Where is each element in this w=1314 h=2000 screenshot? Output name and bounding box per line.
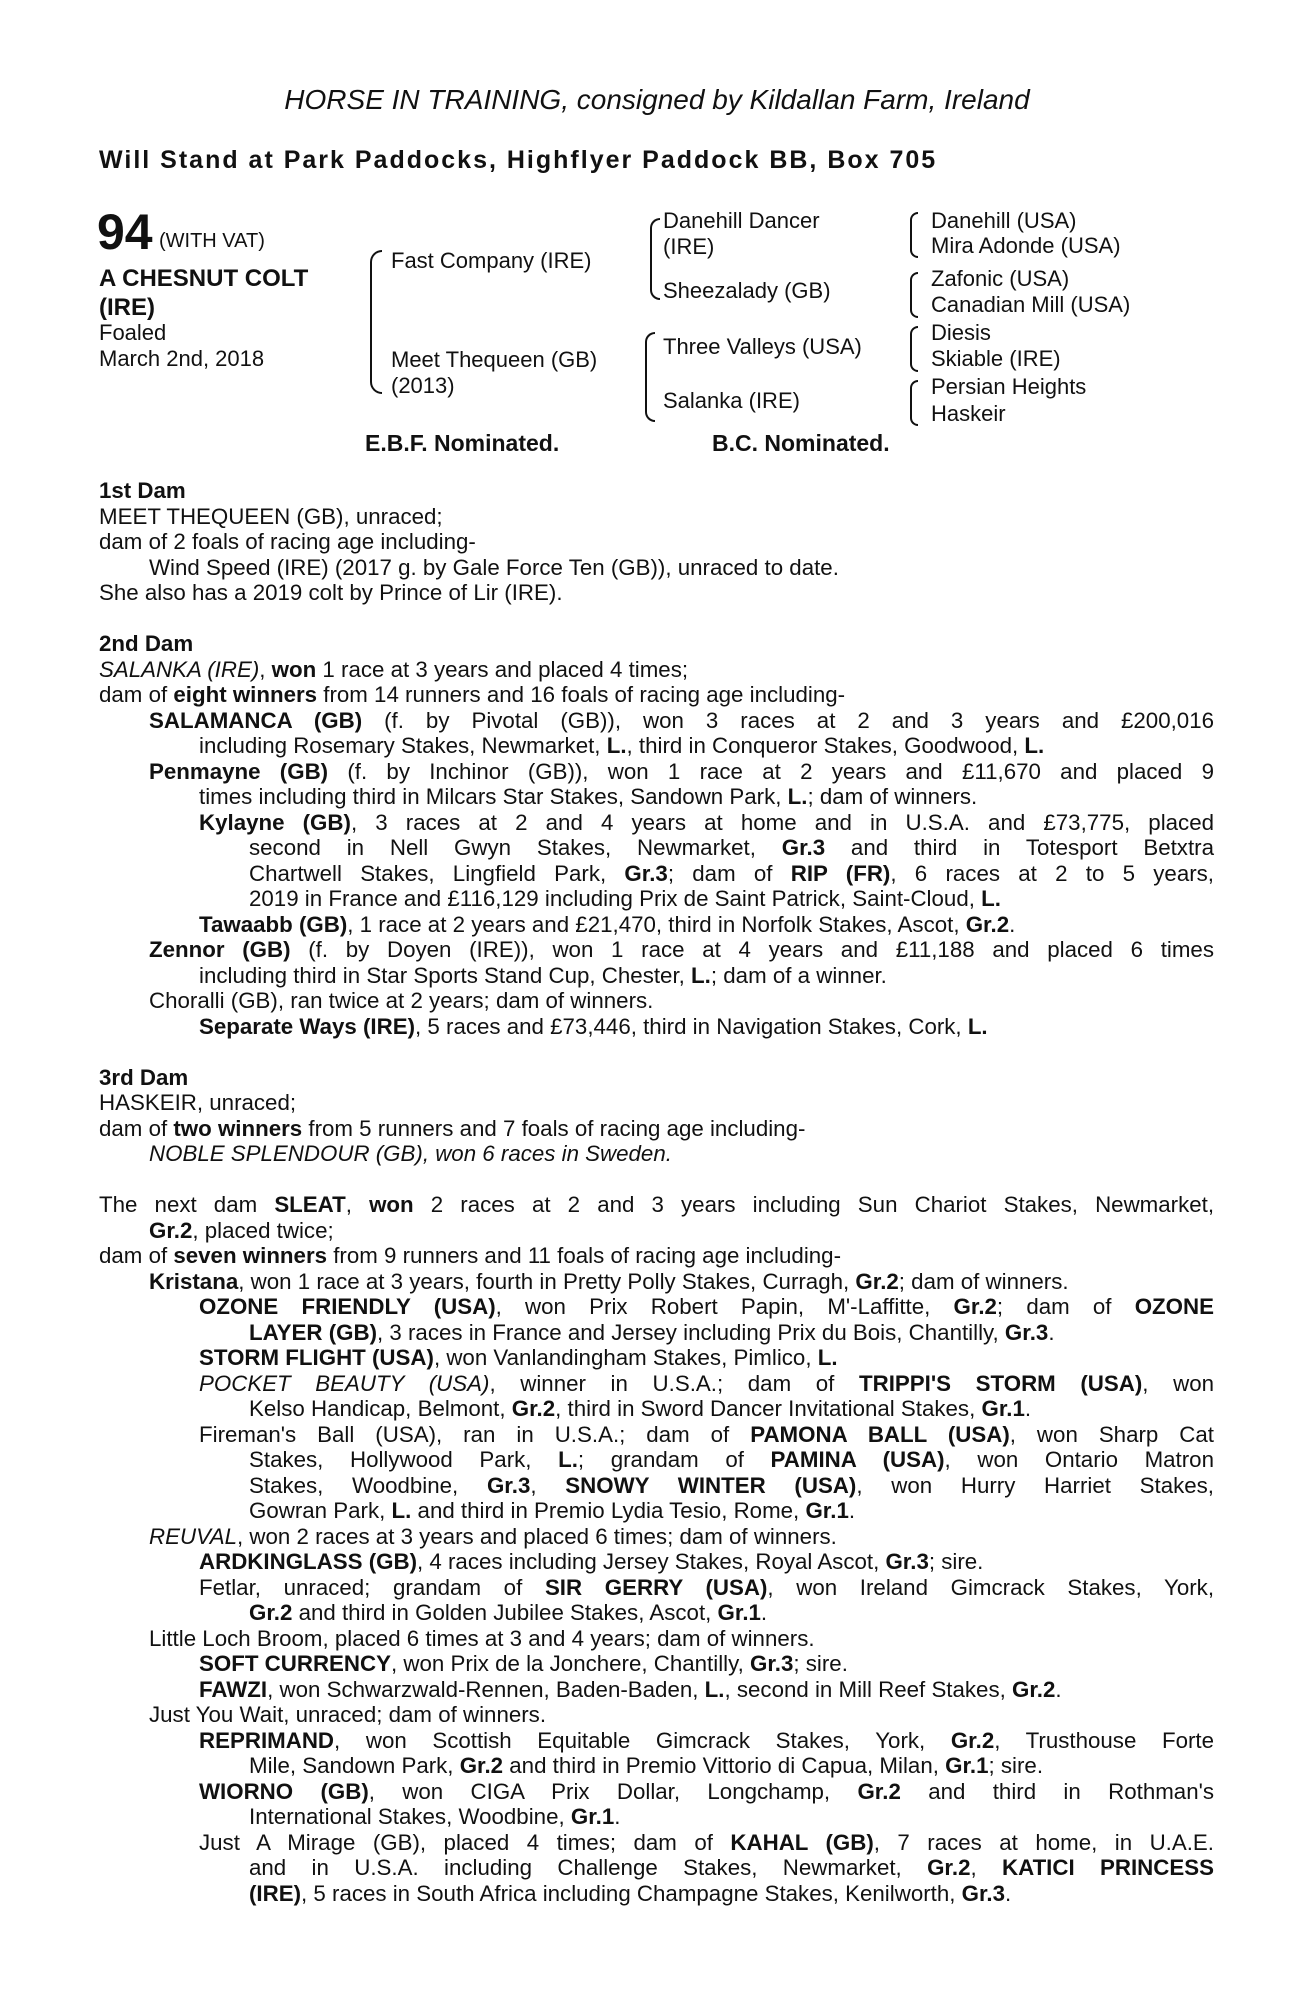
horse-name: REPRIMAND [199,1727,335,1753]
text-run: International Stakes, Woodbine, [249,1804,571,1829]
text-run: , 3 races at 2 and 4 years at home and in U.S.A. and £73,775, placed [350,809,1214,835]
text-run: . [760,1600,768,1625]
first-dam-heading: 1st Dam [99,478,186,503]
text-run: 1 race at 3 years and placed 4 times; [316,656,689,682]
horse-name: SOFT CURRENCY [199,1651,392,1676]
produce-entry: Choralli (GB), ran twice at 2 years; dam of winners. [149,988,654,1013]
text-run: , won Scottish Equitable Gimcrack Stakes, York, [334,1727,951,1753]
third-dam-heading: 3rd Dam [99,1064,189,1090]
pedigree-brace [650,218,660,300]
pedigree-ancestor: Persian Heights [931,374,1087,399]
text-run: L. [1024,733,1045,758]
produce-entry-cont [99,1600,1214,1626]
text-run: . [1055,1676,1062,1702]
produce-entry [99,1014,1214,1040]
text-run: Stakes, Woodbine, [249,1472,487,1498]
text-run: , 5 races in South Africa including Champagne Stakes, Kenilworth, [301,1880,962,1906]
produce-entry [99,708,1214,734]
text-run: from 14 runners and 16 foals of racing age including- [317,682,846,707]
text-run: Chartwell Stakes, Lingfield Park, [249,860,625,886]
text-run: RIP (FR) [790,860,891,886]
text-run: , Trusthouse Forte [994,1727,1214,1753]
produce-entry: Little Loch Broom, placed 6 times at 3 and 4 years; dam of winners. [149,1625,815,1651]
pedigree-sire: Fast Company (IRE) [391,248,592,273]
horse-name: SALAMANCA (GB) [149,707,363,733]
horse-name: Separate Ways (IRE) [199,1013,416,1039]
text-run: (f. by Inchinor (GB)), won 1 race at 2 years and £11,670 and placed 9 [328,758,1214,784]
text-run: Gr.2 [511,1396,556,1421]
text-run: , second in Mill Reef Stakes, [724,1676,1012,1702]
text-run: Gr.3 [486,1472,531,1498]
text-run: (IRE) [249,1880,302,1906]
text-run: Gr.1 [717,1600,761,1625]
text-run: ; dam of winners. [807,784,978,809]
pedigree-ancestor: Zafonic (USA) [931,266,1070,291]
text-run: L. [606,733,627,758]
text-run: PAMINA (USA) [770,1447,945,1472]
produce-entry [99,912,1214,938]
pedigree-dam-year: (2013) [391,373,455,398]
text-run: , 4 races including Jersey Stakes, Royal Ascot, [417,1549,886,1574]
pedigree-dam [391,347,597,399]
text-line [99,657,1214,683]
text-run: Gr.2 [149,1217,193,1243]
text-run: , won Sharp Cat [1009,1421,1214,1447]
text-run: , won Schwarzwald-Rennen, Baden-Baden, [267,1676,705,1702]
text-run: (f. by Doyen (IRE)), won 1 race at 4 years and £11,188 and placed 6 times [290,937,1214,962]
text-run: . [1005,1880,1012,1906]
text-run: Mile, Sandown Park, [249,1753,460,1778]
text-run: , won [1142,1370,1215,1396]
produce-entry [99,1269,1214,1295]
produce-entry [99,810,1214,836]
text-line [99,1116,1214,1142]
text-run: seven winners [173,1243,328,1268]
text-run: L. [981,886,1001,911]
produce-entry [99,1371,1214,1397]
produce-entry-cont [99,1881,1214,1907]
text-run: Gr.3 [961,1880,1006,1906]
text-run: SIR GERRY (USA) [544,1574,768,1600]
text-run: Gr.2 [1012,1676,1056,1702]
horse-name: OZONE FRIENDLY (USA) [199,1294,496,1319]
produce-entry-cont [99,1498,1214,1524]
text-run: . [614,1804,621,1829]
text-run: Gr.1 [805,1498,849,1523]
text-run: Fireman's Ball (USA), ran in U.S.A.; dam of [199,1421,751,1447]
text-line [99,1243,1214,1269]
horse-name: POCKET BEAUTY (USA) [199,1370,490,1396]
text-run: KATICI PRINCESS [1002,1855,1215,1880]
horse-name: FAWZI [199,1676,268,1702]
text-run: , won 1 race at 3 years, fourth in Pretty Polly Stakes, Curragh, [238,1268,856,1294]
horse-name: Kylayne (GB) [199,809,351,835]
foaled-date: March 2nd, 2018 [99,346,265,371]
text-run: Gr.2 [855,1268,899,1294]
text-run: Stakes, Hollywood Park, [249,1447,559,1472]
pedigree-dam-dam: Salanka (IRE) [663,388,800,413]
produce-entry [99,1422,1214,1448]
horse-name: WIORNO (GB) [199,1778,369,1804]
text-run: ; dam of winners. [898,1268,1069,1294]
pedigree-dam-sire: Three Valleys (USA) [663,334,862,359]
text-run: 2 races at 2 and 3 years including Sun Chariot Stakes, Newmarket, [413,1192,1215,1217]
produce-entry-cont [99,1473,1214,1499]
text-line [99,1218,1214,1244]
produce-entry-cont [99,1447,1214,1473]
text-run: , 5 races and £73,446, third in Navigation Stakes, Cork, [415,1013,968,1039]
text-run: . [1024,1396,1032,1421]
text-line: dam of 2 foals of racing age including- [99,529,476,554]
spacer [99,1039,1214,1065]
produce-entry-cont [99,963,1214,989]
horse-name: Kristana [149,1268,239,1294]
text-line: HASKEIR, unraced; [99,1090,297,1115]
text-run: Kelso Handicap, Belmont, [249,1396,512,1421]
text-run: OZONE [1134,1294,1214,1319]
lot-description-line: A CHESNUT COLT [99,265,309,292]
pedigree-sire-dam: Sheezalady (GB) [663,278,831,303]
pedigree-brace [645,332,655,422]
text-run: L. [787,784,808,809]
text-run: dam of [99,682,174,707]
text-run: ; sire. [928,1549,984,1574]
produce-entry [99,1677,1214,1703]
text-run: and third in Premio Lydia Tesio, Rome, [411,1498,806,1523]
text-run: Gr.1 [570,1804,615,1829]
text-run: , 7 races at home, in U.A.E. [873,1829,1214,1855]
text-run: , winner in U.S.A.; dam of [489,1370,859,1396]
ebf-nominated: E.B.F. Nominated. [365,430,560,456]
text-run: won [271,656,317,682]
produce-entry [99,1830,1214,1856]
text-run: won [369,1192,414,1217]
text-run: . [1009,911,1016,937]
text-run: Gowran Park, [249,1498,392,1523]
pedigree-ancestor: Skiable (IRE) [931,346,1061,371]
text-run: from 9 runners and 11 foals of racing age including- [327,1243,841,1268]
catalogue-body [99,478,1214,1906]
text-run: , third in Conqueror Stakes, Goodwood, [626,733,1025,758]
page-title: HORSE IN TRAINING, consigned by Kildallan Farm, Ireland [284,84,1030,115]
text-run: , 1 race at 2 years and £21,470, third in Norfolk Stakes, Ascot, [347,911,966,937]
text-run: dam of [99,1115,174,1141]
text-run: dam of [99,1243,174,1268]
text-run: , [345,1192,370,1217]
produce-entry-cont [99,784,1214,810]
horse-name: Zennor (GB) [149,937,291,962]
horse-name: Tawaabb (GB) [199,911,348,937]
text-run: ; sire. [793,1651,848,1676]
text-run: , [970,1855,1003,1880]
text-run: KAHAL (GB) [730,1829,874,1855]
produce-entry [99,1294,1214,1320]
horse-name: Penmayne (GB) [149,758,329,784]
text-run: Gr.2 [249,1600,293,1625]
bc-nominated: B.C. Nominated. [712,430,890,456]
produce-entry-cont [99,835,1214,861]
text-run: , won 2 races at 3 years and placed 6 times; dam of winners. [237,1523,837,1549]
text-run: , [259,656,272,682]
produce-entry-cont [99,733,1214,759]
text-run: L. [391,1498,412,1523]
text-run: ; sire. [988,1753,1044,1778]
text-run: Gr.2 [965,911,1010,937]
horse-name: STORM FLIGHT (USA) [199,1345,434,1370]
produce-entry [99,1345,1214,1371]
dam-name: SALANKA (IRE) [99,656,260,682]
text-line: MEET THEQUEEN (GB), unraced; [99,503,443,529]
text-run: ; dam of [996,1294,1135,1319]
text-line [99,1192,1214,1218]
text-run: Just A Mirage (GB), placed 4 times; dam of [199,1829,731,1855]
text-line: She also has a 2019 colt by Prince of Lir (IRE). [99,580,563,605]
text-run: ; dam of [667,860,791,886]
pedigree-brace [910,380,918,426]
pedigree-ancestor: Danehill (USA) [931,208,1077,233]
produce-entry [99,1779,1214,1805]
produce-entry [99,1575,1214,1601]
text-run: , won Ireland Gimcrack Stakes, York, [767,1574,1215,1600]
text-run: , won Ontario Matron [944,1447,1214,1472]
pedigree-ancestor: Canadian Mill (USA) [931,292,1131,317]
text-run: , won Vanlandingham Stakes, Pimlico, [433,1345,818,1370]
pedigree-brace [910,326,918,372]
produce-entry-cont [99,861,1214,887]
text-run: Gr.3 [750,1651,794,1676]
text-run: eight winners [173,682,318,707]
text-run: Gr.3 [885,1549,929,1574]
pedigree-dam-name: Meet Thequeen (GB) [391,347,598,372]
text-run: including third in Star Sports Stand Cup, Chester, [199,962,692,988]
lot-description-line: (IRE) [99,294,155,321]
text-run: L. [704,1676,725,1702]
text-run: Gr.1 [981,1396,1025,1421]
text-run: . [1048,1319,1055,1345]
text-run: Gr.3 [781,835,826,860]
text-run: , won 6 races in Sweden. [422,1141,672,1166]
lot-number: 94 [97,204,153,260]
text-run: Gr.2 [927,1855,971,1880]
produce-entry [99,1141,1214,1167]
text-run: Gr.2 [857,1778,901,1804]
text-run: PAMONA BALL (USA) [750,1421,1010,1447]
text-run: from 5 runners and 7 foals of racing age including- [302,1115,806,1141]
text-run: LAYER (GB) [249,1319,378,1345]
produce-entry [99,1549,1214,1575]
text-run: and third in Premio Vittorio di Capua, Milan, [503,1753,946,1778]
produce-entry: Just You Wait, unraced; dam of winners. [149,1702,547,1727]
pedigree-brace [910,212,918,258]
text-run: Gr.3 [1004,1319,1049,1345]
horse-name: ARDKINGLASS (GB) [199,1549,418,1574]
pedigree-name-line: Danehill Dancer [663,208,820,233]
produce-entry-cont [99,1320,1214,1346]
text-run: SNOWY WINTER (USA) [565,1472,857,1498]
produce-entry [99,1728,1214,1754]
text-run: Gr.2 [459,1753,504,1778]
vat-note: (WITH VAT) [159,230,265,252]
text-run: L. [967,1013,988,1039]
text-run: , won Prix Robert Papin, M'-Laffitte, [495,1294,954,1319]
text-run: , third in Sword Dancer Invitational Stakes, [555,1396,982,1421]
produce-entry [99,759,1214,785]
location-subtitle: Will Stand at Park Paddocks, Highflyer Paddock BB, Box 705 [99,146,938,174]
produce-entry-cont [99,1804,1214,1830]
text-run: L. [691,962,711,988]
text-run: TRIPPI'S STORM (USA) [858,1370,1143,1396]
text-run: ; dam of a winner. [710,962,887,988]
horse-name: NOBLE SPLENDOUR (GB) [149,1141,423,1166]
produce-entry [99,1651,1214,1677]
text-run: including Rosemary Stakes, Newmarket, [199,733,607,758]
spacer [99,1167,1214,1193]
produce-entry-cont [99,1396,1214,1422]
text-line [99,682,1214,708]
second-dam-heading: 2nd Dam [99,631,194,656]
text-run: The next dam [99,1192,275,1217]
produce-entry-cont [99,1753,1214,1779]
pedigree-ancestor: Diesis [931,320,991,345]
text-run: ; grandam of [577,1447,771,1472]
produce-entry-cont [99,886,1214,912]
foaled-label: Foaled [99,320,167,345]
text-run: Gr.3 [624,860,668,886]
text-run: Gr.2 [953,1294,997,1319]
text-run: two winners [173,1115,303,1141]
pedigree-name-line: (IRE) [663,234,715,259]
text-run: , placed twice; [192,1217,334,1243]
produce-entry: Wind Speed (IRE) (2017 g. by Gale Force Ten (GB)), unraced to date. [149,554,839,580]
text-run: 2019 in France and £116,129 including Prix de Saint Patrick, Saint-Cloud, [249,886,982,911]
pedigree-ancestor: Haskeir [931,401,1006,426]
text-run: and third in Golden Jubilee Stakes, Ascot, [292,1600,718,1625]
text-run: , won Prix de la Jonchere, Chantilly, [391,1651,750,1676]
text-run: L. [558,1447,578,1472]
pedigree-brace [370,250,382,394]
text-run: , won Hurry Harriet Stakes, [856,1472,1214,1498]
text-run: and third in Totesport Betxtra [825,835,1214,860]
pedigree-sire-sire [663,208,820,260]
produce-entry-cont [99,1855,1214,1881]
pedigree-brace [910,272,918,318]
foaled-info [99,320,264,372]
text-run: second in Nell Gwyn Stakes, Newmarket, [249,835,782,860]
text-run: , won CIGA Prix Dollar, Longchamp, [368,1778,858,1804]
lot-description [99,264,308,322]
spacer [99,606,1214,632]
text-run: (f. by Pivotal (GB)), won 3 races at 2 and 3 years and £200,016 [362,707,1214,733]
horse-name: REUVAL [149,1523,237,1549]
text-run: Gr.2 [950,1727,995,1753]
text-run: and in U.S.A. including Challenge Stakes, Newmarket, [249,1855,928,1880]
text-run: , 3 races in France and Jersey including Prix du Bois, Chantilly, [377,1319,1005,1345]
text-run: times including third in Milcars Star Stakes, Sandown Park, [199,784,788,809]
text-run: , [530,1472,566,1498]
text-run: , 6 races at 2 to 5 years, [890,860,1214,886]
text-run: . [848,1498,856,1523]
text-run: L. [817,1345,838,1370]
text-run: Gr.1 [945,1753,989,1778]
produce-entry [99,937,1214,963]
text-run: and third in Rothman's [900,1778,1214,1804]
text-run: SLEAT [274,1192,346,1217]
text-run: Fetlar, unraced; grandam of [199,1574,545,1600]
pedigree-ancestor: Mira Adonde (USA) [931,233,1121,258]
produce-entry [99,1524,1214,1550]
